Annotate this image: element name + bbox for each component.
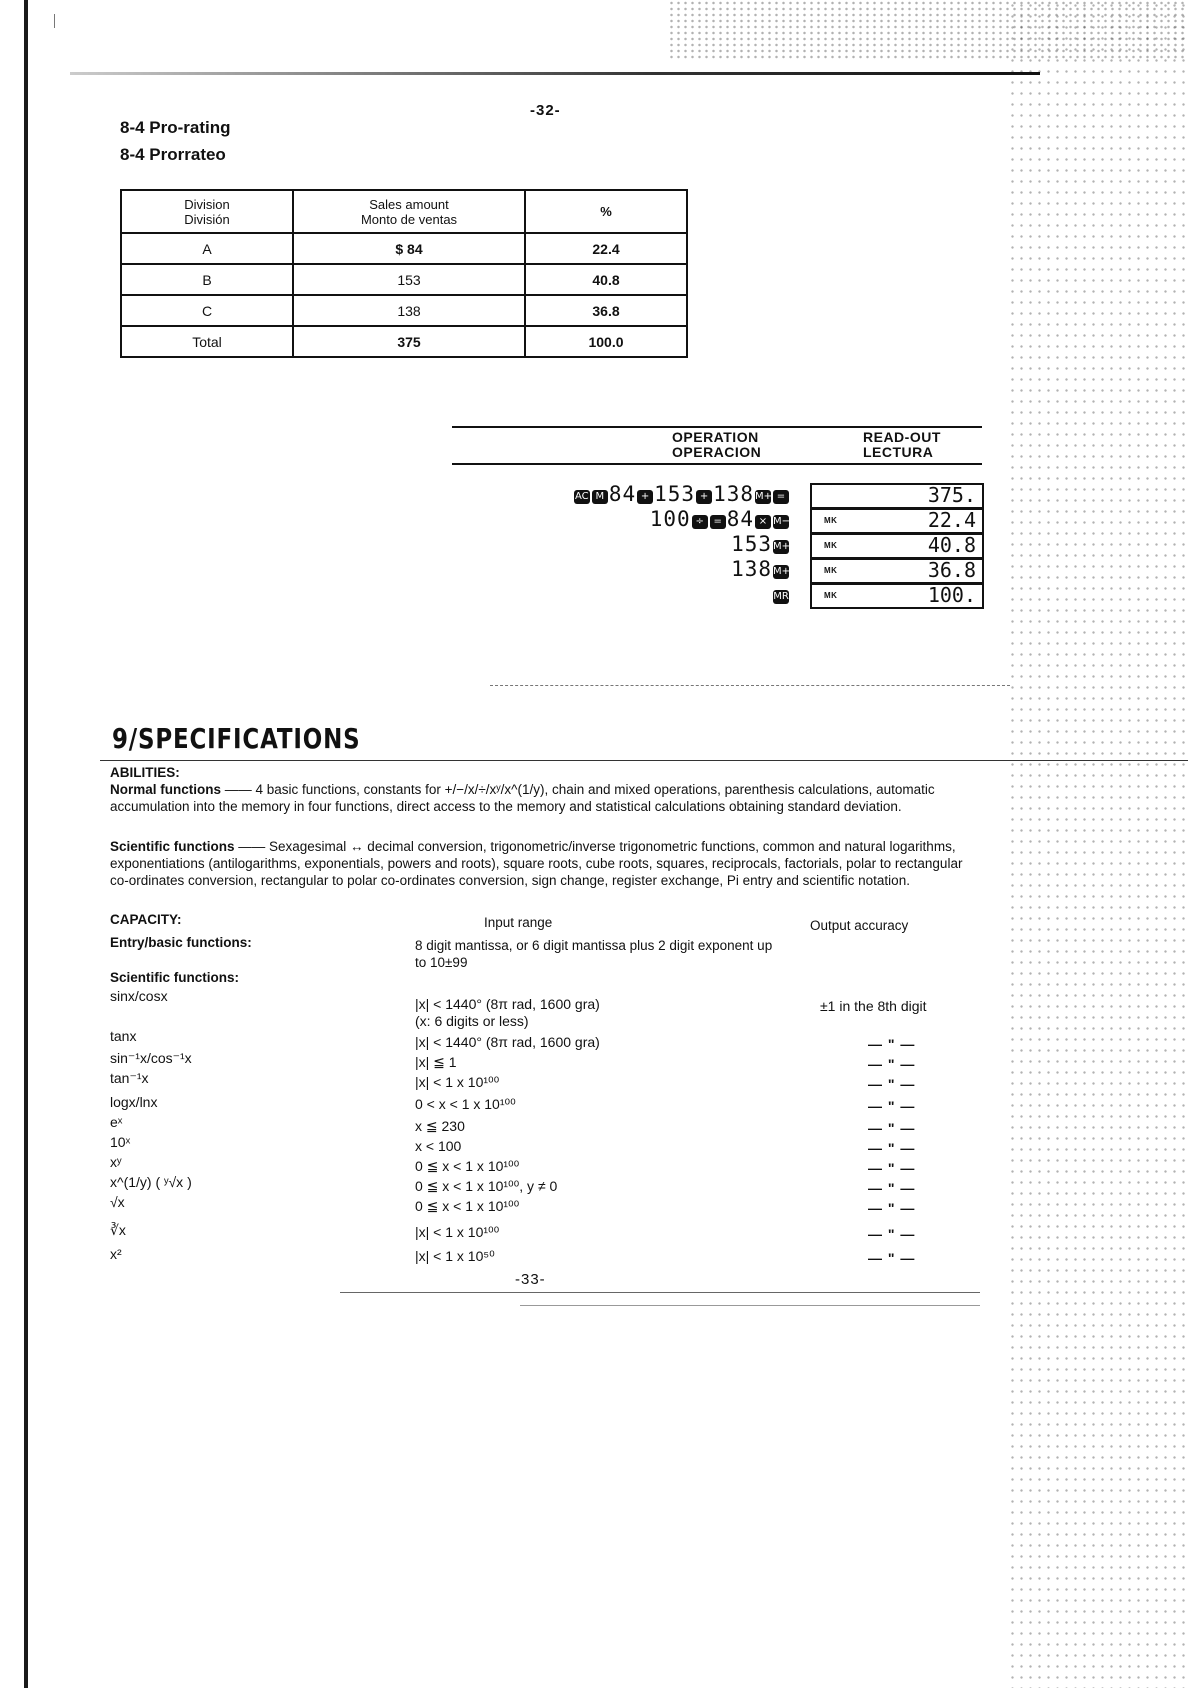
cell-amount: $ 84 xyxy=(293,233,525,264)
section-title-es: 8-4 Prorrateo xyxy=(120,145,226,164)
readout-value: 100. xyxy=(927,583,976,607)
spec-range: 0 ≦ x < 1 x 10¹⁰⁰, y ≠ 0 xyxy=(415,1178,558,1194)
spec-range: x ≦ 230 xyxy=(415,1118,465,1134)
spec-range: |x| < 1440° (8π rad, 1600 gra) xyxy=(415,996,600,1012)
spec-range: |x| < 1 x 10¹⁰⁰ xyxy=(415,1224,500,1240)
cell-percent: 40.8 xyxy=(525,264,687,295)
spec-accuracy: — " — xyxy=(868,1160,916,1176)
spec-range: x < 100 xyxy=(415,1138,462,1154)
m-minus-key-icon: M− xyxy=(773,516,791,527)
entry-basic-text-2: to 10±99 xyxy=(415,955,468,970)
equals-key-icon: = xyxy=(773,490,789,504)
cell-division: Total xyxy=(121,326,293,357)
spec-function: eˣ xyxy=(110,1114,123,1130)
spec-function: x² xyxy=(110,1246,122,1262)
spec-function: x^(1/y) ( ʸ√x ) xyxy=(110,1174,192,1190)
cell-division: B xyxy=(121,264,293,295)
times-key-icon: × xyxy=(755,515,771,529)
readout-value: 22.4 xyxy=(927,508,976,532)
m-plus-key-icon: M+ xyxy=(773,566,791,577)
ac-key-icon: AC xyxy=(575,491,589,502)
spec-range: |x| ≦ 1 xyxy=(415,1054,457,1070)
capacity-heading: CAPACITY: xyxy=(110,912,182,927)
bottom-rule-2 xyxy=(520,1305,980,1306)
spec-function: sin⁻¹x/cos⁻¹x xyxy=(110,1050,192,1066)
page-number-top: -32- xyxy=(530,102,561,119)
entry-basic-text: 8 digit mantissa, or 6 digit mantissa plus 2 digit exponent up xyxy=(415,938,773,953)
scan-speckle-right xyxy=(1008,0,1188,1688)
spec-function: 10ˣ xyxy=(110,1134,131,1150)
readout-value: 375. xyxy=(927,483,976,507)
spec-accuracy: — " — xyxy=(868,1250,916,1266)
cell-division: C xyxy=(121,295,293,326)
spec-range: |x| < 1440° (8π rad, 1600 gra) xyxy=(415,1034,600,1050)
spec-range: 0 ≦ x < 1 x 10¹⁰⁰ xyxy=(415,1158,520,1174)
header-percent: % xyxy=(525,190,687,233)
ops-top-rule xyxy=(452,426,982,428)
spec-accuracy: — " — xyxy=(868,1226,916,1242)
spec-range: |x| < 1 x 10¹⁰⁰ xyxy=(415,1074,500,1090)
memory-indicator: MK xyxy=(824,541,838,550)
cell-division: A xyxy=(121,233,293,264)
plus-key-icon: + xyxy=(637,490,653,504)
readout-display xyxy=(810,558,984,584)
spec-range-note: (x: 6 digits or less) xyxy=(415,1013,529,1029)
spec-accuracy: — " — xyxy=(868,1140,916,1156)
spec-function: logx/lnx xyxy=(110,1094,158,1110)
operation-header: OPERATION OPERACION xyxy=(672,429,762,460)
spec-function: ∛x xyxy=(110,1222,126,1238)
binder-edge-line xyxy=(24,0,28,1688)
output-accuracy-heading: Output accuracy xyxy=(810,918,909,933)
operation-line xyxy=(772,582,790,606)
readout-value: 36.8 xyxy=(927,558,976,582)
spec-accuracy: — " — xyxy=(868,1036,916,1052)
separator-dashed xyxy=(490,685,1010,686)
spec-function: sinx/cosx xyxy=(110,988,168,1004)
specifications-rule xyxy=(100,760,1188,761)
entry-basic-label: Entry/basic functions: xyxy=(110,935,252,950)
spec-function: tanx xyxy=(110,1028,137,1044)
divide-key-icon: ÷ xyxy=(692,515,708,529)
table-row xyxy=(121,233,687,264)
readout-display xyxy=(810,583,984,609)
top-rule xyxy=(70,72,1040,75)
readout-display xyxy=(810,483,984,509)
ops-bottom-rule xyxy=(452,463,982,465)
mr-key-icon: MR xyxy=(773,591,789,602)
table-header-row xyxy=(121,190,687,233)
memory-indicator: MK xyxy=(824,516,838,525)
m-key-icon: M xyxy=(592,490,608,504)
cell-amount: 153 xyxy=(293,264,525,295)
header-division: Division División xyxy=(121,190,293,233)
table-row xyxy=(121,264,687,295)
input-range-heading: Input range xyxy=(484,915,553,930)
m-plus-key-icon: M+ xyxy=(755,491,773,502)
normal-functions-paragraph: Normal functions —— 4 basic functions, constants for +/−/x/÷/xʸ/x^(1/y), chain and mixed operations, parenthesis calculations, automatic accumulation into the memory in four functions, direct access to the memory and statistical calculations obtaining standard deviation. xyxy=(110,782,935,814)
operation-line: 138M+ xyxy=(731,557,791,581)
scan-speckle-top xyxy=(668,0,1188,60)
operation-line: 100 ÷ = 84 × M− xyxy=(649,507,791,531)
spec-accuracy: — " — xyxy=(868,1056,916,1072)
scientific-functions-paragraph: Scientific functions —— Sexagesimal ↔ decimal conversion, trigonometric/inverse trigonometric functions, common and natural logarithms, exponentiations (antilogarithms, exponentials, powers and roots), square roots, cube roots, squares, reciprocals, factorials, polar to rectangular co-ordinates conversion, rectangular to polar co-ordinates conversion, sign change, register exchange, Pi entry and scientific notation. xyxy=(110,839,963,888)
spec-function: tan⁻¹x xyxy=(110,1070,149,1086)
cell-amount: 375 xyxy=(293,326,525,357)
section-title-en: 8-4 Pro-rating xyxy=(120,118,231,137)
readout-display xyxy=(810,508,984,534)
spec-accuracy: — " — xyxy=(868,1180,916,1196)
header-sales-amount: Sales amount Monto de ventas xyxy=(293,190,525,233)
plus-key-icon: + xyxy=(696,490,712,504)
spec-function: xʸ xyxy=(110,1154,122,1170)
readout-header: READ-OUT LECTURA xyxy=(863,429,941,460)
table-row xyxy=(121,295,687,326)
memory-indicator: MK xyxy=(824,591,838,600)
binder-tick-mark xyxy=(54,14,55,28)
cell-percent: 100.0 xyxy=(525,326,687,357)
equals-key-icon: = xyxy=(710,515,726,529)
spec-function: √x xyxy=(110,1194,125,1210)
cell-amount: 138 xyxy=(293,295,525,326)
prorating-table xyxy=(120,189,688,358)
abilities-heading: ABILITIES: xyxy=(110,765,180,780)
spec-accuracy: — " — xyxy=(868,1200,916,1216)
bottom-rule xyxy=(340,1292,980,1293)
spec-accuracy: — " — xyxy=(868,1076,916,1092)
spec-accuracy: ±1 in the 8th digit xyxy=(820,998,927,1014)
cell-percent: 22.4 xyxy=(525,233,687,264)
spec-range: |x| < 1 x 10⁵⁰ xyxy=(415,1248,495,1264)
memory-indicator: MK xyxy=(824,566,838,575)
scientific-functions-label: Scientific functions: xyxy=(110,970,240,985)
operation-line: 153M+ xyxy=(731,532,791,556)
specifications-title: 9/SPECIFICATIONS xyxy=(112,722,361,755)
spec-range: 0 < x < 1 x 10¹⁰⁰ xyxy=(415,1096,516,1112)
page-number-bottom: -33- xyxy=(515,1271,546,1288)
spec-accuracy: — " — xyxy=(868,1120,916,1136)
table-row-total xyxy=(121,326,687,357)
readout-value: 40.8 xyxy=(927,533,976,557)
cell-percent: 36.8 xyxy=(525,295,687,326)
readout-display xyxy=(810,533,984,559)
m-plus-key-icon: M+ xyxy=(773,541,791,552)
operation-line: AC M 84 + 153 + 138M+ = xyxy=(573,482,790,506)
spec-range: 0 ≦ x < 1 x 10¹⁰⁰ xyxy=(415,1198,520,1214)
spec-accuracy: — " — xyxy=(868,1098,916,1114)
